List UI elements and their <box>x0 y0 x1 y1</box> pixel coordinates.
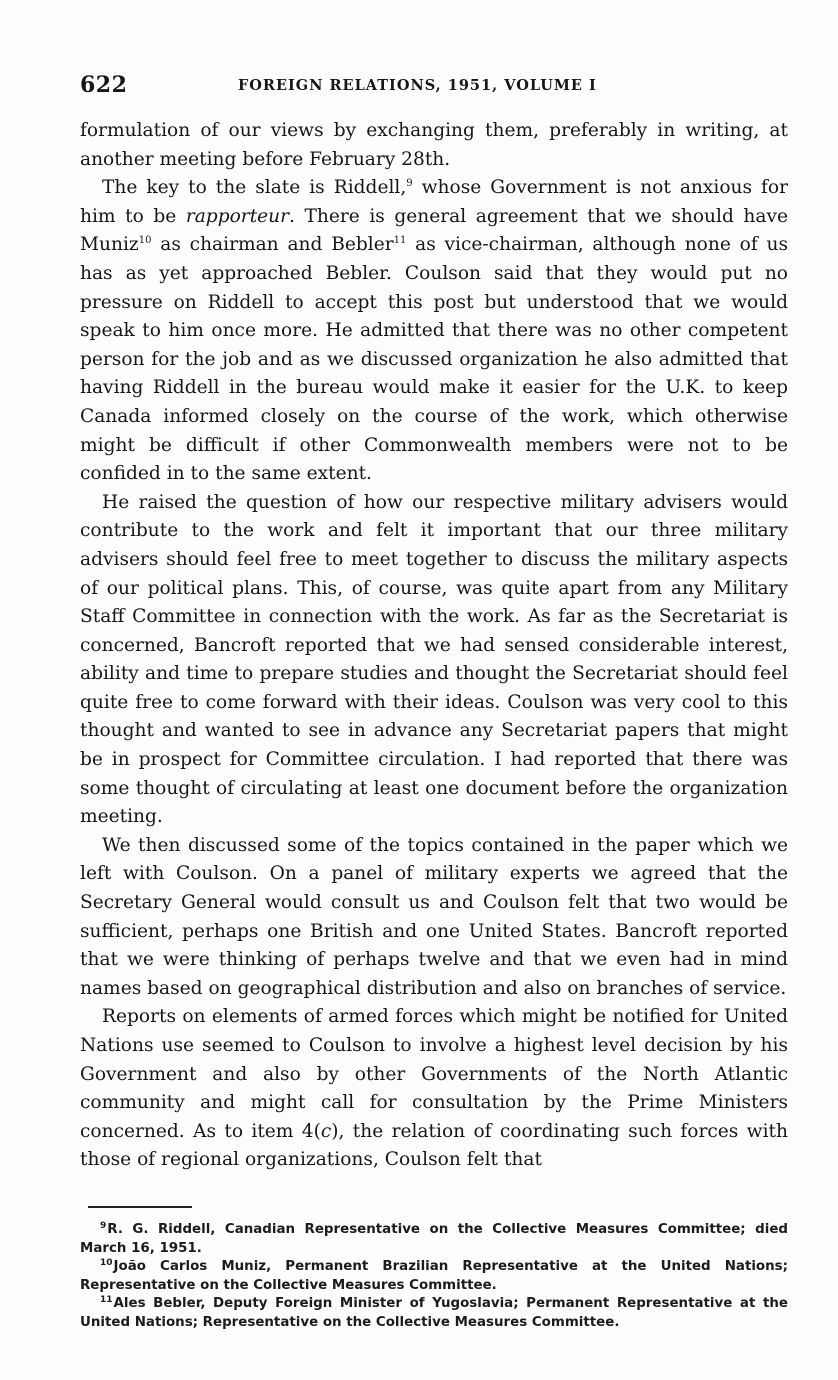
footnote-ref-11[interactable]: 11 <box>393 235 407 247</box>
paragraph-2-text-c: . There is general agreement that we should have Muniz <box>80 205 789 256</box>
footnote-marker: 9 <box>100 1221 107 1231</box>
body-text <box>80 117 788 1175</box>
paragraph-5-text-b: ), the relation of coordinating such forces with those of regional organizations, Coulson felt that <box>80 1120 788 1171</box>
paragraph-2-text-b: whose Government is not anxious for him to be <box>80 177 788 227</box>
footnote-10 <box>80 1258 788 1295</box>
page-header <box>80 72 788 108</box>
paragraph-4: We then discussed some of the topics contained in the paper which we left with Coulson. On a panel of military experts we agreed that the Secretary General would consult us and Coulson felt that two would be sufficient, perhaps one British and one United States. Bancroft reported that we were thinking of perhaps twelve and that we even had in mind names based on geographical distribution and also on branches of service. <box>80 834 788 999</box>
item-letter: c <box>320 1120 332 1142</box>
running-head: FOREIGN RELATIONS, 1951, VOLUME I <box>238 77 597 94</box>
paragraph-5 <box>80 1003 788 1175</box>
paragraph-5-text-a: Reports on elements of armed forces which might be notified for United Nations use seemed to Coulson to involve a highest level decision by his Government and also by other Governments of the North Atlantic community and might call for consultation by the Prime Ministers concerned. As to item 4( <box>80 1006 788 1142</box>
footnote-marker: 10 <box>100 1258 113 1268</box>
footnote-ref-10[interactable]: 10 <box>138 235 152 247</box>
footnote-marker: 11 <box>100 1295 113 1305</box>
paragraph-2-text-a: The key to the slate is Riddell, <box>102 177 407 199</box>
page-number: 622 <box>80 72 128 98</box>
paragraph-2-text-d: as chairman and Bebler <box>151 234 394 256</box>
footnote-divider <box>88 1206 192 1208</box>
footnote-text: João Carlos Muniz, Permanent Brazilian Representative at the United Nations; Representative on the Collective Measures Committee. <box>80 1259 788 1293</box>
footnote-text: R. G. Riddell, Canadian Representative on the Collective Measures Committee; died March 16, 1951. <box>80 1222 788 1256</box>
footnote-11 <box>80 1295 788 1332</box>
footnotes <box>80 1221 788 1332</box>
paragraph-1: formulation of our views by exchanging them, preferably in writing, at another meeting before February 28th. <box>80 120 788 170</box>
paragraph-2 <box>80 174 788 489</box>
footnote-9 <box>80 1221 788 1258</box>
paragraph-3: He raised the question of how our respective military advisers would contribute to the work and felt it important that our three military advisers should feel free to meet together to discuss the military aspects of our political plans. This, of course, was quite apart from any Military Staff Committee in connection with the work. As far as the Secretariat is concerned, Bancroft reported that we had sensed considerable interest, ability and time to prepare studies and thought the Secretariat should feel quite free to come forward with their ideas. Coulson was very cool to this thought and wanted to see in advance any Secretariat papers that might be in prospect for Committee circulation. I had reported that there was some thought of circulating at least one document before the organization meeting. <box>80 491 788 828</box>
paragraph-2-text-e: as vice-chairman, although none of us has as yet approached Bebler. Coulson said that they would put no pressure on Riddell to accept this post but understood that we would speak to him once more. He admitted that there was no other competent person for the job and as we discussed organization he also admitted that having Riddell in the bureau would make it easier for the U.K. to keep Canada informed closely on the course of the work, which otherwise might be difficult if other Commonwealth members were not to be confided in to the same extent. <box>80 234 788 485</box>
footnote-text: Ales Bebler, Deputy Foreign Minister of Yugoslavia; Permanent Representative at the United Nations; Representative on the Collective Measures Committee. <box>80 1296 788 1330</box>
footnote-ref-9[interactable]: 9 <box>406 178 413 190</box>
rapporteur-term: rapporteur <box>185 205 290 227</box>
